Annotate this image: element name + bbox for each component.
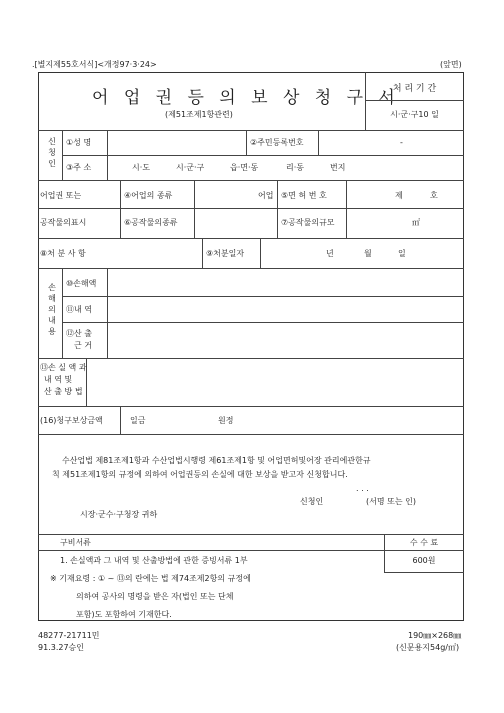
address-town: 읍·면·동 [230,163,259,172]
instruction-note-3: 포함)도 포함하여 기재한다. [76,610,172,619]
address-lot: 번지 [330,163,346,172]
approval-date: 91.3.27승인 [38,643,84,652]
fishery-type-value: 어업 [258,191,274,200]
fee-label: 수 수 료 [409,538,439,547]
disposal-year: 년 [326,249,334,258]
paper-spec: (신문용지54g/㎡) [396,643,460,652]
fee-value: 600원 [412,556,436,565]
loss-basis-label-2: 근 거 [74,341,92,350]
recipient: 시장·군수·구청장 귀하 [80,510,158,519]
statement-line-2: 칙 제51조제1항의 규정에 의하여 어업권등의 손실에 대한 보상을 받고자 신청합니다. [52,470,348,479]
facility-type-label: ⑥공작물의종류 [124,218,178,227]
claim-amount-prefix: 일금 [130,416,146,425]
address-province: 시·도 [132,163,150,172]
form-subtitle: (제51조제1항관련) [165,110,233,119]
rrn-value: - [400,138,403,147]
rights-left-label: 어업권 또는 [40,191,82,200]
loss-basis-label: ⑫산 출 [66,329,92,338]
license-number-label: ⑤면 허 번 호 [281,191,327,200]
address-village: 리·동 [286,163,304,172]
facility-size-label: ⑦공작물의규모 [281,218,335,227]
processing-period-label: 처 리 기 간 [392,84,437,94]
page-side: (앞면) [440,60,462,69]
form-code: 48277-21711민 [38,631,100,640]
applicant-group-label: 신청인 [48,137,56,168]
loss-amount-label: ⑩손해액 [66,279,97,288]
facility-display-label: 공작물의표시 [40,218,87,227]
loss-calc-label-3: 산 출 방 법 [44,387,83,396]
disposal-item-label: ⑧처 분 사 항 [40,249,86,258]
instruction-note-1: ※ 기재요령 : ① ~ ⑬의 란에는 법 제74조제2항의 규정에 [50,574,251,583]
claim-amount-label: (16)청구보상금액 [40,416,103,425]
rrn-label: ②주민등록번호 [250,138,304,147]
signer-label: 신청인 [300,497,324,506]
application-date: . . . [356,484,369,493]
license-suffix: 호 [430,191,438,200]
paper-size: 190㎜×268㎜ [408,631,462,640]
license-prefix: 제 [395,191,403,200]
claim-amount-suffix: 원정 [218,416,234,425]
facility-size-unit: ㎡ [412,218,420,227]
loss-calc-label-1: ⑬손 실 액 과 [40,363,87,372]
required-docs-label: 구비서류 [60,538,91,547]
signature-note: (서명 또는 인) [366,497,416,506]
disposal-month: 월 [364,249,372,258]
form-title: 어 업 권 등 의 보 상 청 구 서 [92,88,400,108]
instruction-note-2: 의하여 공사의 명령을 받은 자(법인 또는 단체 [76,592,234,601]
form-reference: .[별지제55호서식]<개정97·3·24> [32,60,157,69]
loss-content-group-label: 손해의내용 [48,283,56,336]
disposal-date-label: ⑨처분일자 [206,249,245,258]
statement-line-1: 수산업법 제81조제1항과 수산업법시행령 제61조제1항 및 어업면허및어장 관리에관한규 [62,456,371,465]
address-city: 시·군·구 [176,163,205,172]
fishery-type-label: ④어업의 종류 [124,191,173,200]
address-label: ③주 소 [66,163,92,172]
required-doc-item-1: 1. 손실액과 그 내역 및 산출방법에 관한 증빙서류 1부 [60,556,248,565]
loss-calc-label-2: 내 역 및 [44,375,73,384]
disposal-day: 일 [398,249,406,258]
loss-detail-label: ⑪내 역 [66,305,92,314]
name-label: ①성 명 [66,138,92,147]
processing-period-value: 시·군·구10 일 [390,110,439,119]
